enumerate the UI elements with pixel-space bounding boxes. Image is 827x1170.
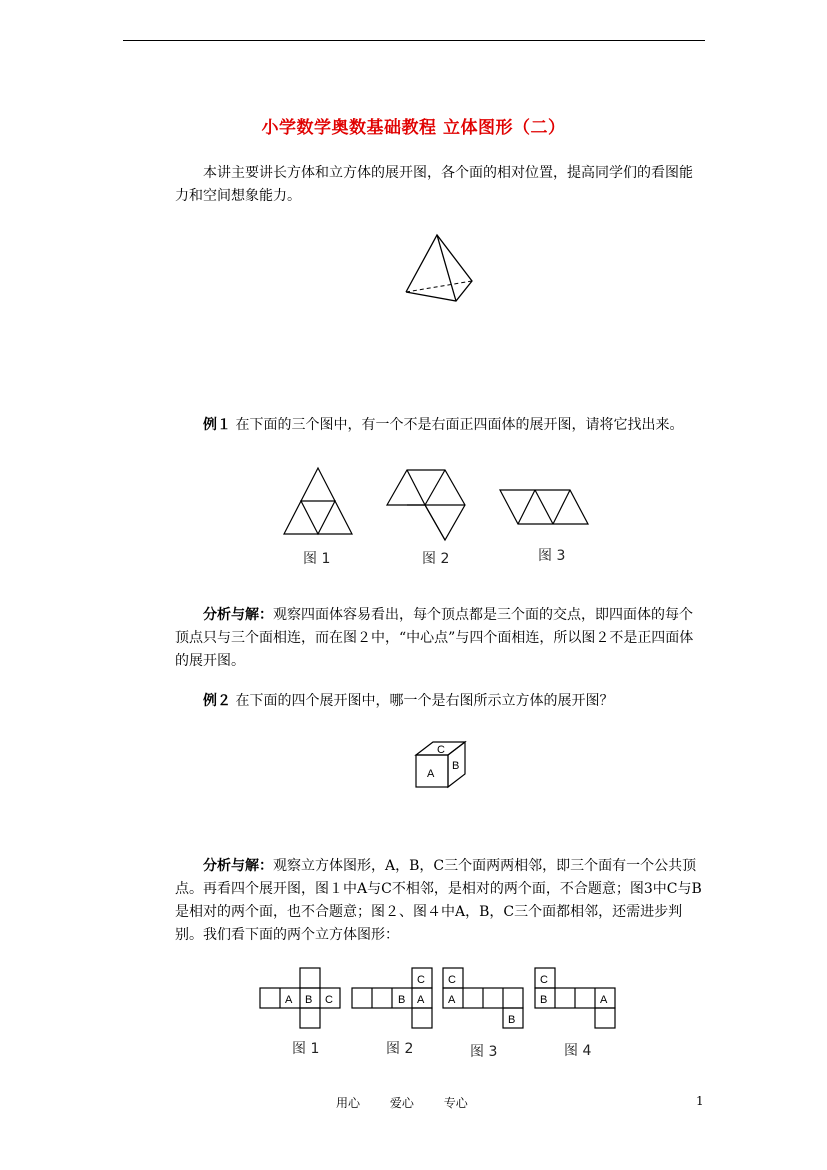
analysis1-label: 分析与解： <box>203 607 273 623</box>
tetra-net-2 <box>387 470 465 540</box>
ex1-caption-1: 图 1 <box>303 551 331 567</box>
net4-label-a: A <box>600 994 608 1006</box>
footer-item-2: 爱心 <box>389 1096 414 1110</box>
intro-paragraph: 本讲主要讲长方体和立方体的展开图，各个面的相对位置，提高同学们的看图能力和空间想象能力。 <box>175 165 693 204</box>
tetra-net-1 <box>284 468 352 534</box>
page-title: 小学数学奥数基础教程 立体图形（二） <box>261 118 566 138</box>
net1-label-c: C <box>325 994 333 1006</box>
footer-item-1: 用心 <box>336 1096 361 1110</box>
header-rule <box>123 40 705 41</box>
cube-figure <box>413 740 473 790</box>
tetra-net-3 <box>500 490 588 524</box>
analysis2-label: 分析与解： <box>203 858 273 874</box>
net3-label-c: C <box>448 974 456 986</box>
example1-label: 例１ <box>203 417 231 433</box>
net1-label-b: B <box>305 994 313 1006</box>
tetra-nets-figure <box>270 460 600 575</box>
net3-label-b: B <box>508 1014 516 1026</box>
example1-paragraph <box>175 414 703 437</box>
analysis1-paragraph <box>175 604 703 673</box>
footer-item-3: 专心 <box>443 1096 468 1110</box>
example2-paragraph <box>175 690 703 713</box>
example2-text: 在下面的四个展开图中，哪一个是右图所示立方体的展开图？ <box>235 693 614 709</box>
example1-text: 在下面的三个图中，有一个不是右面正四面体的展开图，请将它找出来。 <box>235 417 684 433</box>
analysis2-text: 观察立方体图形，A，B，C三个面两两相邻，即三个面有一个公共顶点。再看四个展开图，图１中A与C不相邻，是相对的两个面，不合题意；图3中C与B是相对的两个面，也不合题意；图２、图４中A，B，C三个面都相邻，还需进步判别。我们看下面的两个立方体图形： <box>175 858 702 943</box>
analysis1-text: 观察四面体容易看出，每个顶点都是三个面的交点，即四面体的每个顶点只与三个面相连，而在图２中，“中心点”与四个面相连，所以图２不是正四面体的展开图。 <box>175 607 694 669</box>
analysis2-paragraph <box>175 855 703 947</box>
ex1-caption-3: 图 3 <box>538 548 566 564</box>
cube-face-c: C <box>437 744 445 756</box>
cube-face-a: A <box>427 768 435 780</box>
cube-nets-figure <box>255 965 625 1065</box>
example2-label: 例２ <box>203 693 231 709</box>
net4-label-c: C <box>540 974 548 986</box>
ex1-caption-2: 图 2 <box>422 551 450 567</box>
footer-motto <box>336 1094 494 1111</box>
ex2-caption-3: 图 3 <box>470 1044 498 1060</box>
net3-label-a: A <box>448 994 456 1006</box>
tetrahedron-figure <box>400 230 480 305</box>
ex2-caption-4: 图 4 <box>564 1043 592 1059</box>
ex2-caption-2: 图 2 <box>386 1041 414 1057</box>
ex2-caption-1: 图 1 <box>292 1041 320 1057</box>
net2-label-a: A <box>417 994 425 1006</box>
net1-label-a: A <box>285 994 293 1006</box>
net4-label-b: B <box>540 994 548 1006</box>
net2-label-b: B <box>398 994 406 1006</box>
cube-face-b: B <box>452 760 460 772</box>
net2-label-c: C <box>417 974 425 986</box>
page-number: 1 <box>696 1094 704 1108</box>
